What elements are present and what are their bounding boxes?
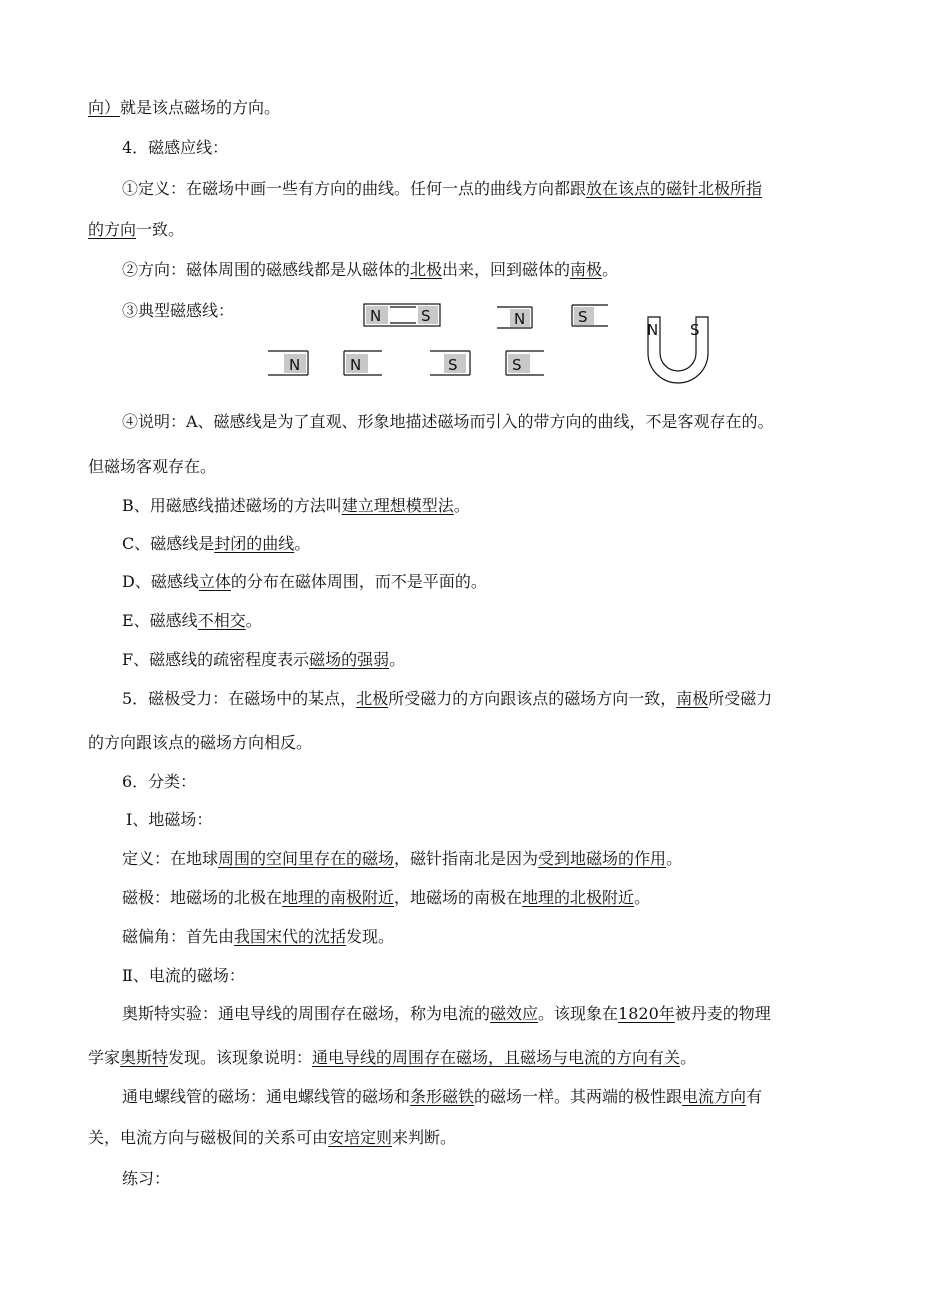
text-line: ②方向：磁体周围的磁感线都是从磁体的北极出来，回到磁体的南极。 xyxy=(122,260,619,279)
text-line: 定义：在地球周围的空间里存在的磁场，磁针指南北是因为受到地磁场的作用。 xyxy=(122,849,683,868)
subsection-heading: Ⅰ、地磁场： xyxy=(126,810,213,829)
s-pole-magnet xyxy=(430,351,470,375)
answer-underline: 向） xyxy=(88,98,121,117)
text-line: B、用磁感线描述磁场的方法叫建立理想模型法。 xyxy=(122,496,470,515)
answer-underline: 磁效应 xyxy=(490,1004,539,1023)
answer-underline: 条形磁铁 xyxy=(410,1087,475,1106)
text-line: 通电螺线管的磁场：通电螺线管的磁场和条形磁铁的磁场一样。其两端的极性跟电流方向有 xyxy=(122,1087,763,1106)
n-pole-magnet xyxy=(268,351,308,375)
answer-underline: 磁场的强弱 xyxy=(309,650,390,669)
text-line: 但磁场客观存在。 xyxy=(88,457,217,476)
text-line: ①定义：在磁场中画一些有方向的曲线。任何一点的曲线方向都跟放在该点的磁针北极所指 xyxy=(122,179,763,198)
answer-underline: 北极 xyxy=(356,689,389,708)
text-line: 磁极：地磁场的北极在地理的南极附近，地磁场的南极在地理的北极附近。 xyxy=(122,888,651,907)
text-line: 磁偏角：首先由我国宋代的沈括发现。 xyxy=(122,927,395,946)
text-line: F、磁感线的疏密程度表示磁场的强弱。 xyxy=(122,650,406,669)
text-line: 练习： xyxy=(122,1169,171,1188)
magnet-diagram xyxy=(260,295,730,395)
n-pole-magnet xyxy=(344,351,382,375)
answer-underline: 受到地磁场的作用 xyxy=(538,849,667,868)
answer-underline: 封闭的曲线 xyxy=(214,534,295,553)
section-heading: 6．分类： xyxy=(122,772,197,791)
answer-underline: 的方向 xyxy=(88,220,137,239)
answer-underline: 南极 xyxy=(676,689,709,708)
answer-underline: 安培定则 xyxy=(328,1128,393,1147)
text-line: 的方向跟该点的磁场方向相反。 xyxy=(88,733,313,752)
n-pole-magnet xyxy=(497,307,532,328)
pole-label-n: N xyxy=(370,307,382,325)
answer-underline: 北极 xyxy=(410,260,443,279)
s-pole-magnet xyxy=(572,305,608,326)
pole-label-s: S xyxy=(578,308,588,326)
bar-magnet-ns xyxy=(364,304,440,326)
answer-underline: 通电导线的周围存在磁场，且磁场与电流的方向有关 xyxy=(312,1048,681,1067)
pole-label-n: N xyxy=(647,321,659,339)
pole-label-s: S xyxy=(690,321,700,339)
text-line: 学家奥斯特发现。该现象说明：通电导线的周围存在磁场，且磁场与电流的方向有关。 xyxy=(88,1048,697,1067)
pole-label-s: S xyxy=(448,356,458,374)
text-line: ④说明：A、磁感线是为了直观、形象地描述磁场而引入的带方向的曲线，不是客观存在的。 xyxy=(122,412,774,431)
pole-label-s: S xyxy=(512,356,522,374)
answer-underline: 地理的北极附近 xyxy=(522,888,635,907)
answer-underline: 周围的空间里存在的磁场 xyxy=(218,849,395,868)
answer-underline: 不相交 xyxy=(197,611,246,630)
answer-underline: 南极 xyxy=(570,260,603,279)
subsection-heading: Ⅱ、电流的磁场： xyxy=(122,966,245,985)
answer-underline: 建立理想模型法 xyxy=(341,496,454,515)
answer-underline: 我国宋代的沈括 xyxy=(234,927,347,946)
answer-underline: 1820年 xyxy=(618,1004,675,1023)
text-line: C、磁感线是封闭的曲线。 xyxy=(122,534,311,553)
answer-underline: 奥斯特 xyxy=(120,1048,169,1067)
text-line: E、磁感线不相交。 xyxy=(122,611,262,630)
pole-label-s: S xyxy=(421,307,431,325)
text-line: 向）就是该点磁场的方向。 xyxy=(88,98,281,117)
text-line: 的方向一致。 xyxy=(88,220,185,239)
answer-underline: 电流方向 xyxy=(682,1087,747,1106)
answer-underline: 地理的南极附近 xyxy=(282,888,395,907)
text-line: 奥斯特实验：通电导线的周围存在磁场，称为电流的磁效应。该现象在1820年被丹麦的物理 xyxy=(122,1004,771,1023)
pole-label-n: N xyxy=(350,356,362,374)
s-pole-magnet xyxy=(506,351,544,375)
text-line: 5．磁极受力：在磁场中的某点，北极所受磁力的方向跟该点的磁场方向一致，南极所受磁力 xyxy=(122,689,773,708)
pole-label-n: N xyxy=(289,356,301,374)
text-line: 关，电流方向与磁极间的关系可由安培定则来判断。 xyxy=(88,1128,457,1147)
u-magnet xyxy=(647,317,708,383)
text-line: D、磁感线立体的分布在磁体周围，而不是平面的。 xyxy=(122,572,487,591)
text-line: ③典型磁感线： xyxy=(122,301,235,320)
answer-underline: 放在该点的磁针北极所指 xyxy=(586,179,763,198)
answer-underline: 立体 xyxy=(198,572,231,591)
pole-label-n: N xyxy=(514,310,526,328)
section-heading: 4．磁感应线： xyxy=(122,138,229,157)
